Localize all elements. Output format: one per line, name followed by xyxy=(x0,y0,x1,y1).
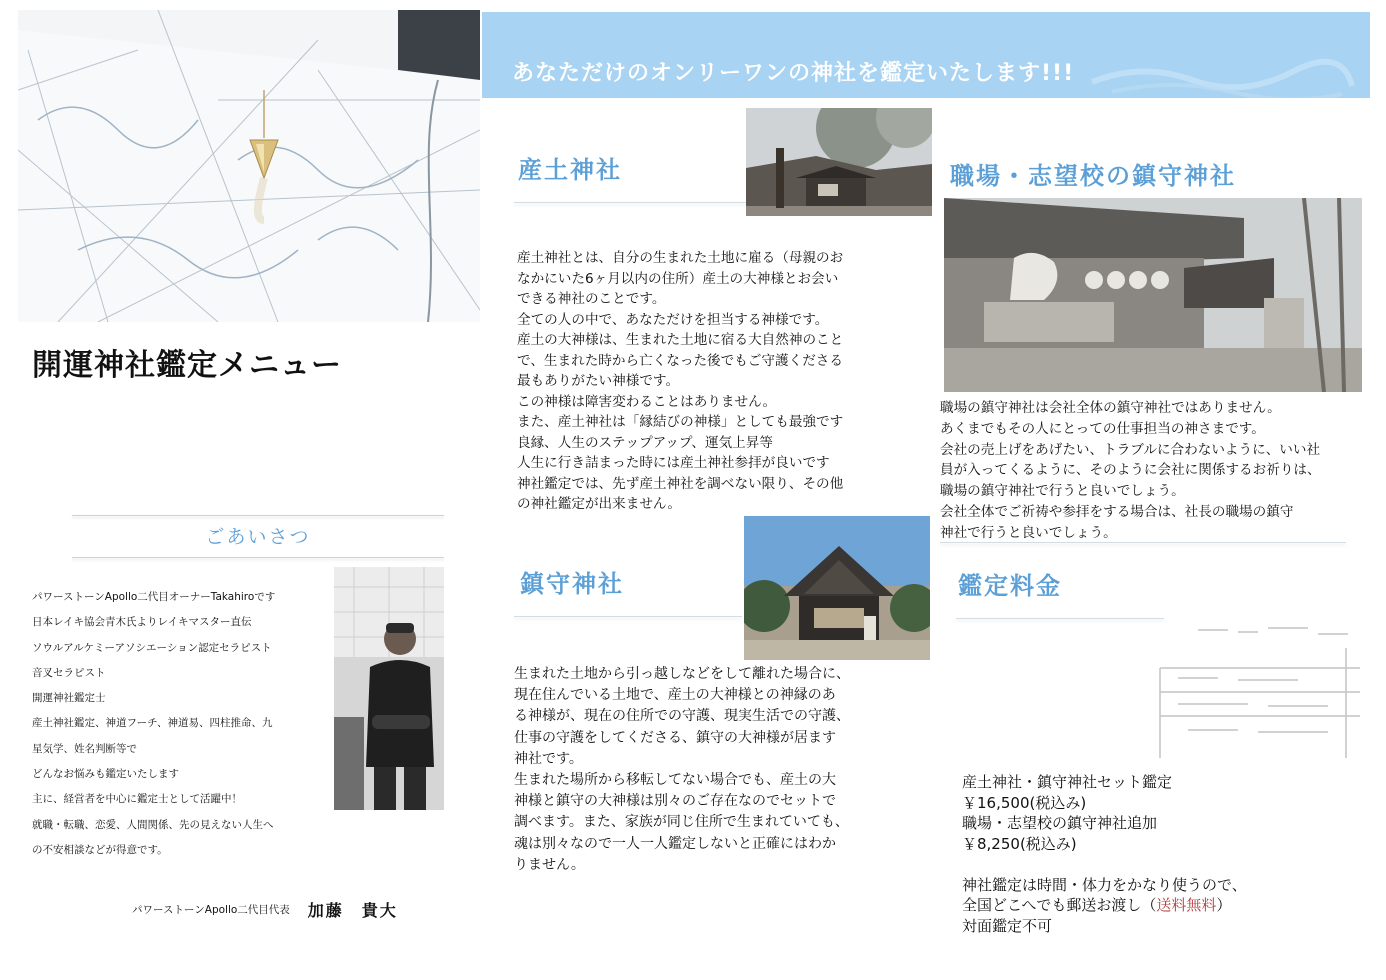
profile-line: ソウルアルケミーアソシエーション認定セラピスト xyxy=(32,641,272,654)
ubusuna-shrine-illustration xyxy=(746,108,932,216)
faded-stamp-illustration xyxy=(1158,618,1364,762)
profile-line: 主に、経営者を中心に鑑定士として活躍中！ xyxy=(32,793,242,806)
chinju-shrine-illustration xyxy=(744,516,930,660)
greeting-heading: ごあいさつ xyxy=(205,526,311,548)
spacer xyxy=(962,854,1247,875)
profile-line: の不安相談などが得意です。 xyxy=(32,843,168,856)
free-shipping-label: 送料無料 xyxy=(1156,896,1217,914)
profile-list xyxy=(32,585,332,863)
owner-photo xyxy=(334,567,444,810)
greeting-rule-top xyxy=(72,515,444,516)
shokuba-body: 職場の鎮守神社は会社全体の鎮守神社ではありません。 あくまでもその人にとっての仕事担当の神さまです。 会社の売上げをあげたい、トラブルに合わないように、いい社 員が入ってくるように、そのように会社に関係するお祈りは、 職場の鎮守神社で行うと良いでしょう。 会社全体でご祈祷や参拝をする場合は、社長の職場の鎮守 神社で行うと良いでしょう。 xyxy=(940,400,1321,541)
profile-line: どんなお悩みも鑑定いたします xyxy=(32,768,179,781)
profile-line: 日本レイキ協会青木氏よりレイキマスター直伝 xyxy=(32,616,252,629)
price-item-value: ￥8,250(税込み) xyxy=(962,834,1077,853)
pricing-title: 鑑定料金 xyxy=(958,572,1062,600)
header-banner xyxy=(482,12,1370,98)
greeting-rule-bottom xyxy=(72,557,444,558)
ubusuna-rule xyxy=(514,202,746,203)
pricing-note: 対面鑑定不可 xyxy=(962,916,1053,935)
pricing-note: 神社鑑定は時間・体力をかなり使うので、 xyxy=(962,875,1247,894)
map-illustration xyxy=(18,10,480,322)
pricing-note-suffix: ） xyxy=(1216,896,1232,914)
greeting-header xyxy=(72,515,444,558)
pricing-note-prefix: 全国どこへでも郵送お渡し（ xyxy=(962,896,1157,914)
workplace-shrine-illustration xyxy=(944,198,1362,392)
signature-role: パワーストーンApollo二代目代表 xyxy=(132,904,290,916)
pricing-list xyxy=(962,772,1247,936)
profile-line: 産土神社鑑定、神道フーチ、神道易、四柱推命、九 xyxy=(32,717,273,730)
profile-line: 星気学、姓名判断等で xyxy=(32,742,137,755)
chinju-body: 生まれた土地から引っ越しなどをして離れた場合に、 現在住んでいる土地で、産土の大神様との神縁のあ る神様が、現在の住所での守護、現実生活での守護、 仕事の守護をしてくださる、鎮守の大神様が居ます 神社です。 生まれた場所から移転してない場合でも、産土の大 神様と鎮守の大神様は別々のご存在なのでセットで 調べます。また、家族が同じ住所で生まれていても、 魂は別々なので一人一人鑑定しないと正確にはわか りません。 xyxy=(514,666,850,873)
signature xyxy=(132,898,398,921)
pricing-note xyxy=(962,895,1247,916)
price-item-value: ￥16,500(税込み) xyxy=(962,793,1087,812)
profile-line: パワーストーンApollo二代目オーナーTakahiroです xyxy=(32,591,276,603)
workplace-shrine-photo xyxy=(944,198,1362,392)
banner-decoration xyxy=(1082,42,1362,98)
chinju-rule xyxy=(514,616,742,617)
owner-illustration xyxy=(334,567,444,810)
price-item-label: 産土神社・鎮守神社セット鑑定 xyxy=(962,773,1173,791)
shokuba-title: 職場・志望校の鎮守神社 xyxy=(950,162,1236,190)
pricing-rule xyxy=(956,618,1164,619)
profile-line: 就職・転職、恋愛、人間関係、先の見えない人生へ xyxy=(32,818,274,831)
signature-name: 加藤 貴大 xyxy=(307,901,398,920)
chinju-title: 鎮守神社 xyxy=(520,570,624,598)
faded-stamp xyxy=(1158,618,1364,762)
ubusuna-title: 産土神社 xyxy=(518,156,622,184)
ubusuna-shrine-photo xyxy=(746,108,932,216)
banner-title: あなただけのオンリーワンの神社を鑑定いたします!!! xyxy=(512,61,1075,86)
map-pendulum-photo xyxy=(18,10,480,322)
page-title: 開運神社鑑定メニュー xyxy=(32,348,342,383)
shokuba-rule xyxy=(940,542,1346,543)
ubusuna-body: 産土神社とは、自分の生まれた土地に雇る（母親のお なかにいた6ヶ月以内の住所）産土の大神様とお会い できる神社のことです。 全ての人の中で、あなただけを担当する神様です。 産土の大神様は、生まれた土地に宿る大自然神のこと で、生まれた時から亡くなった後でもご守護くださる 最もありがたい神様です。 この神様は障害変わることはありません。 また、産土神社は「縁結びの神様」としても最強です 良縁、人生のステップアップ、運気上昇等 人生に行き詰まった時には産土神社参拝が良いです 神社鑑定では、先ず産土神社を調べない限り、その他 の神社鑑定が出来ません。 xyxy=(517,250,844,512)
chinju-shrine-photo xyxy=(744,516,930,660)
profile-line: 音叉セラピスト xyxy=(32,666,106,679)
price-item-label: 職場・志望校の鎮守神社追加 xyxy=(962,814,1158,832)
profile-line: 開運神社鑑定士 xyxy=(32,692,106,705)
